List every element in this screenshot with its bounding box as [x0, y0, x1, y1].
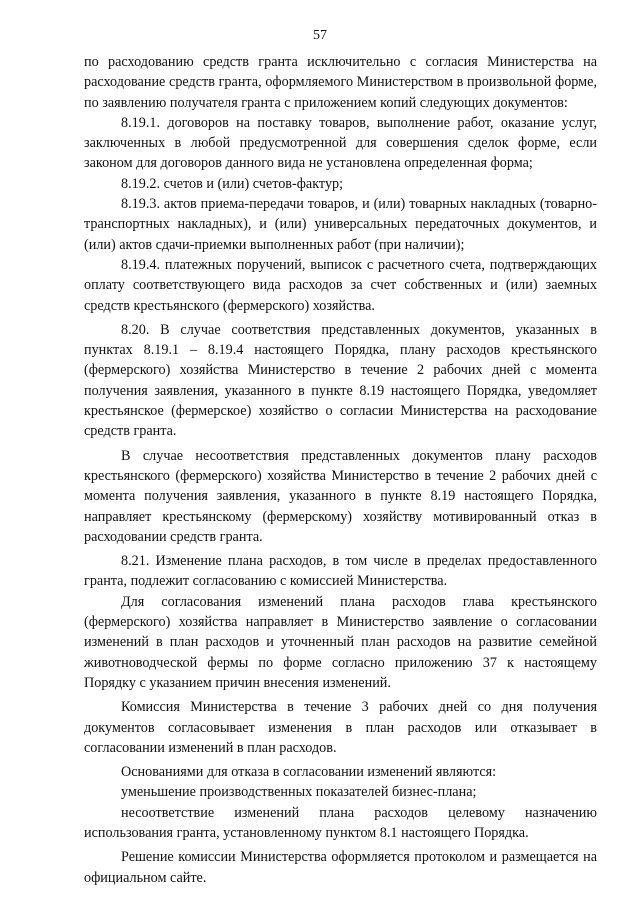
paragraph-8-19-2: 8.19.2. счетов и (или) счетов-фактур; — [121, 175, 344, 192]
paragraph-commission: Комиссия Министерства в течение 3 рабочих дней со дня получения документов согласовывает изменения в план расходов или отказывает в согласовании изменений в план расходов. — [84, 699, 597, 756]
paragraph-decision: Решение комиссии Министерства оформляется протоколом и размещается на официальном сайте. — [84, 849, 597, 886]
document-body — [84, 52, 597, 888]
paragraph-8-20: 8.20. В случае соответствия представленных документов, указанных в пунктах 8.19.1 – 8.19.4 настоящего Порядка, плану расходов крестьянского (фермерского) хозяйства Министерство в течение 2 рабочих дней с момента получения заявления, указанного в пункте 8.19 настоящего Порядка, уведомляет крестьянское (фермерское) хозяйство о согласии Министерства на расходование средств гранта. — [84, 321, 597, 440]
paragraph-refusal: В случае несоответствия представленных документов плану расходов крестьянского (фермерского) хозяйства Министерство в течение 2 рабочих дней с момента получения заявления, указанного в пункте 8.19 настоящего Порядка, направляет крестьянскому (фермерскому) хозяйству мотивированный отказ в расходовании средств гранта. — [84, 447, 597, 545]
list-item-ground-2: несоответствие изменений плана расходов целевому назначению использования гранта, установленному пунктом 8.1 настоящего Порядка. — [84, 804, 597, 841]
paragraph-intro: по расходованию средств гранта исключительно с согласия Министерства на расходование средств гранта, оформляемого Министерством в произвольной форме, по заявлению получателя гранта с приложением копий следующих документов: — [84, 54, 597, 111]
paragraph-8-21: 8.21. Изменение плана расходов, в том числе в пределах предоставленного гранта, подлежит согласованию с комиссией Министерства. — [84, 553, 597, 590]
paragraph-8-19-4: 8.19.4. платежных поручений, выписок с расчетного счета, подтверждающих оплату соответствующего вида расходов за счет собственных и (или) заемных средств крестьянского (фермерского) хозяйства. — [84, 256, 597, 314]
paragraph-approval-request: Для согласования изменений плана расходов глава крестьянского (фермерского) хозяйства направляет в Министерство заявление о согласовании изменений в план расходов и уточненный план расходов на развитие семейной животноводческой фермы по форме согласно приложению 37 к настоящему Порядку с указанием причин внесения изменений. — [84, 593, 597, 691]
list-item-ground-1: уменьшение производственных показателей бизнес-плана; — [121, 784, 477, 801]
paragraph-8-19-3: 8.19.3. актов приема-передачи товаров, и (или) товарных накладных (товарно-транспортных накладных), и (или) универсальных передаточных документов, и (или) актов сдачи-приемки выполненных работ (при наличии); — [84, 196, 597, 253]
paragraph-grounds: Основаниями для отказа в согласовании изменений являются: — [121, 764, 497, 781]
page-number: 57 — [313, 28, 327, 43]
paragraph-8-19-1: 8.19.1. договоров на поставку товаров, выполнение работ, оказание услуг, заключенных в любой предусмотренной для совершения сделок форме, если законом для договоров данного вида не установлена определенная форма; — [84, 114, 597, 172]
